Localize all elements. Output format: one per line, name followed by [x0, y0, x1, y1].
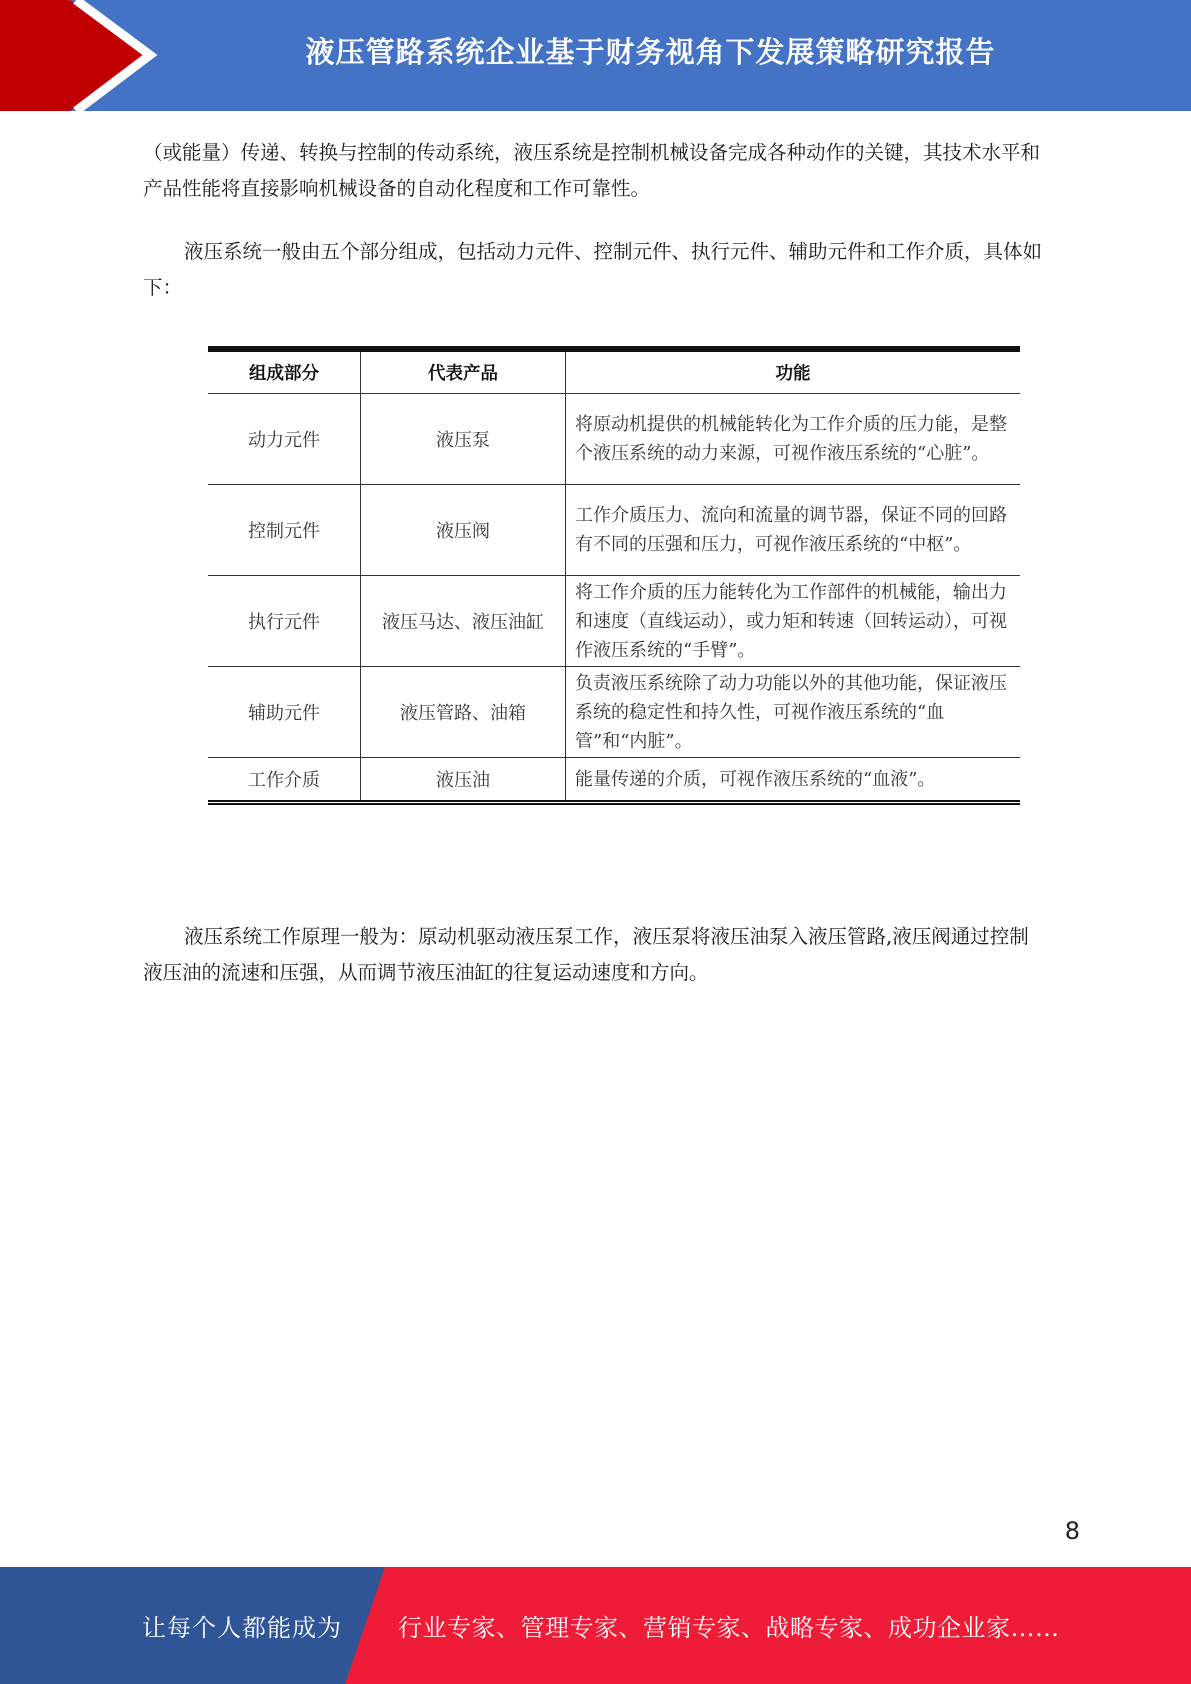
footer-slogan-left: 让每个人都能成为 [142, 1614, 342, 1642]
header-bar [0, 0, 1191, 111]
report-title: 液压管路系统企业基于财务视角下发展策略研究报告 [305, 34, 996, 69]
cell-function: 将工作介质的压力能转化为工作部件的机械能，输出力和速度（直线运动），或力矩和转速（回转运动），可视作液压系统的“手臂”。 [566, 576, 1021, 667]
cell-component: 辅助元件 [208, 667, 361, 758]
cell-component: 执行元件 [208, 576, 361, 667]
cell-product: 液压管路、油箱 [361, 667, 566, 758]
paragraph-3: 液压系统工作原理一般为：原动机驱动液压泵工作，液压泵将液压油泵入液压管路,液压阀通过控制液压油的流速和压强，从而调节液压油缸的往复运动速度和方向。 [143, 925, 1029, 984]
table-row [208, 576, 1020, 667]
cell-component: 动力元件 [208, 394, 361, 485]
cell-product: 液压油 [361, 758, 566, 803]
cell-component: 控制元件 [208, 485, 361, 576]
table-row [208, 758, 1020, 803]
cell-component: 工作介质 [208, 758, 361, 803]
cell-function: 将原动机提供的机械能转化为工作介质的压力能，是整个液压系统的动力来源，可视作液压系统的“心脏”。 [566, 394, 1021, 485]
cell-function: 工作介质压力、流向和流量的调节器，保证不同的回路有不同的压强和压力，可视作液压系统的“中枢”。 [566, 485, 1021, 576]
header-product: 代表产品 [361, 349, 566, 394]
paragraph-2: 液压系统一般由五个部分组成，包括动力元件、控制元件、执行元件、辅助元件和工作介质，具体如下： [143, 240, 1043, 299]
table-row [208, 667, 1020, 758]
table-row [208, 394, 1020, 485]
cell-product: 液压马达、液压油缸 [361, 576, 566, 667]
footer-bar [0, 1567, 1191, 1684]
header-function: 功能 [566, 349, 1021, 394]
page-number: 8 [1064, 1517, 1080, 1545]
cell-product: 液压阀 [361, 485, 566, 576]
paragraph-1: （或能量）传递、转换与控制的传动系统，液压系统是控制机械设备完成各种动作的关键，其技术水平和产品性能将直接影响机械设备的自动化程度和工作可靠性。 [143, 141, 1041, 200]
header-component: 组成部分 [208, 349, 361, 394]
table-header-row [208, 349, 1020, 394]
cell-function: 负责液压系统除了动力功能以外的其他功能，保证液压系统的稳定性和持久性，可视作液压系统的“血管”和“内脏”。 [566, 667, 1021, 758]
table-row [208, 485, 1020, 576]
components-table [208, 346, 1020, 805]
footer-slogan-right: 行业专家、管理专家、营销专家、战略专家、成功企业家…… [398, 1614, 1060, 1642]
cell-function: 能量传递的介质，可视作液压系统的“血液”。 [566, 758, 1021, 803]
cell-product: 液压泵 [361, 394, 566, 485]
